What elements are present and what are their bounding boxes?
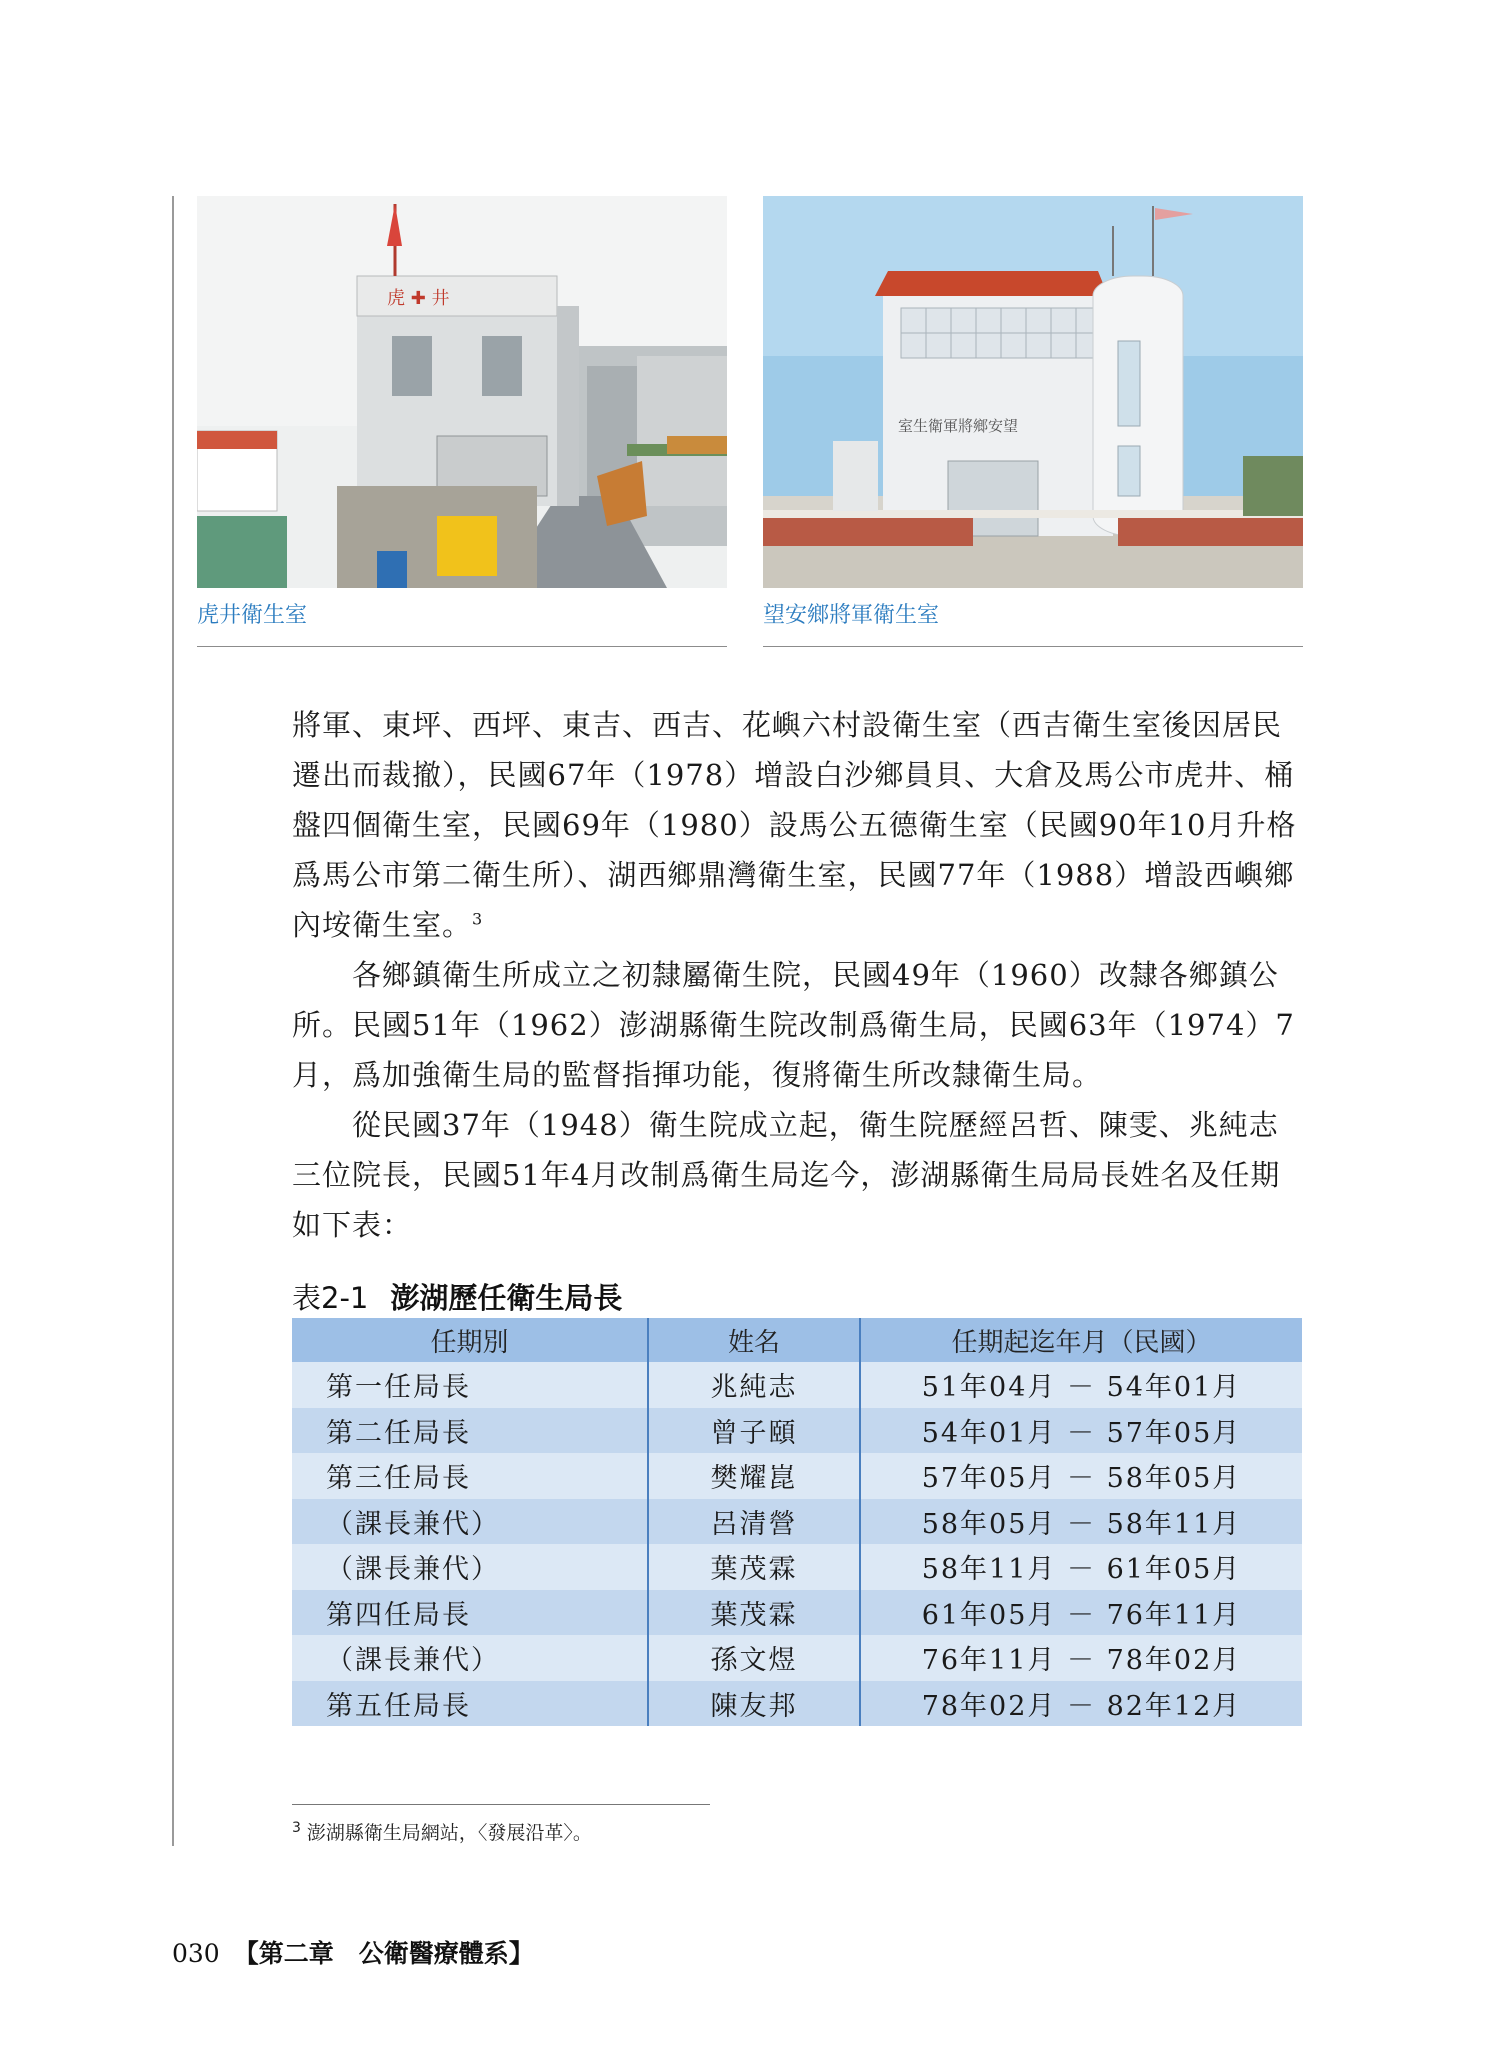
paragraph-2: 各鄉鎮衛生所成立之初隸屬衛生院，民國49年（1960）改隸各鄉鎮公所。民國51年（1962）澎湖縣衛生院改制爲衛生局，民國63年（1974）7月，爲加強衛生局的監督指揮功能，復將衛生所改隸衛生局。 <box>292 958 1295 1092</box>
cell-period: 57年05月 － 58年05月 <box>860 1453 1302 1499</box>
table-title-text: 澎湖歷任衛生局長 <box>390 1281 623 1315</box>
table-number: 表2-1 <box>292 1281 369 1315</box>
table-row <box>292 1453 1302 1499</box>
cell-period: 78年02月 － 82年12月 <box>860 1681 1302 1727</box>
caption-rule-left <box>197 646 727 647</box>
page-footer <box>172 1934 534 1970</box>
table-row <box>292 1362 1302 1408</box>
photo-caption-left: 虎井衛生室 <box>197 603 308 628</box>
cell-name: 曾子頤 <box>648 1408 860 1454</box>
cell-period: 61年05月 － 76年11月 <box>860 1590 1302 1636</box>
footnote-text: 澎湖縣衛生局網站，〈發展沿革〉。 <box>306 1822 592 1844</box>
footnote-rule <box>292 1804 710 1805</box>
paragraph-1 <box>292 700 1304 950</box>
cell-name: 呂清營 <box>648 1499 860 1545</box>
table-title <box>292 1276 622 1317</box>
page-number: 030 <box>172 1939 220 1968</box>
table-row <box>292 1499 1302 1545</box>
cell-name: 葉茂霖 <box>648 1590 860 1636</box>
cell-period: 76年11月 － 78年02月 <box>860 1635 1302 1681</box>
cell-name: 樊耀崑 <box>648 1453 860 1499</box>
cell-term: （課長兼代） <box>292 1499 648 1545</box>
table-row <box>292 1681 1302 1727</box>
table-row <box>292 1544 1302 1590</box>
header-term: 任期別 <box>292 1318 648 1362</box>
photo-hujing-health-station <box>197 196 727 588</box>
paragraph-3: 從民國37年（1948）衛生院成立起，衛生院歷經呂哲、陳雯、兆純志三位院長，民國51年4月改制爲衛生局迄今，澎湖縣衛生局局長姓名及任期如下表： <box>292 1108 1281 1242</box>
cell-term: 第二任局長 <box>292 1408 648 1454</box>
cell-period: 58年05月 － 58年11月 <box>860 1499 1302 1545</box>
margin-rule <box>172 196 174 1846</box>
header-name: 姓名 <box>648 1318 860 1362</box>
header-period: 任期起迄年月（民國） <box>860 1318 1302 1362</box>
table-row <box>292 1590 1302 1636</box>
photo-caption-right: 望安鄉將軍衛生室 <box>763 603 940 628</box>
table-header-row <box>292 1318 1302 1362</box>
cell-term: 第三任局長 <box>292 1453 648 1499</box>
chapter-title: 【第二章 公衛醫療體系】 <box>233 1939 534 1968</box>
officials-table <box>292 1318 1302 1726</box>
cell-term: 第一任局長 <box>292 1362 648 1408</box>
footnote-ref[interactable]: 3 <box>472 909 484 929</box>
cell-term: 第五任局長 <box>292 1681 648 1727</box>
sign-text-right: 室生衛軍將鄉安望 <box>898 417 1019 435</box>
footnote-number: 3 <box>292 1819 301 1836</box>
cell-term: （課長兼代） <box>292 1544 648 1590</box>
table-row <box>292 1408 1302 1454</box>
cell-period: 54年01月 － 57年05月 <box>860 1408 1302 1454</box>
cell-name: 孫文煜 <box>648 1635 860 1681</box>
cell-name: 陳友邦 <box>648 1681 860 1727</box>
cell-term: （課長兼代） <box>292 1635 648 1681</box>
sign-text-left: 虎 ✚ 井 <box>387 288 450 309</box>
paragraph-1-text: 將軍、東坪、西坪、東吉、西吉、花嶼六村設衛生室（西吉衛生室後因居民遷出而裁撤），民國67年（1978）增設白沙鄉員貝、大倉及馬公市虎井、桶盤四個衛生室，民國69年（1980）設馬公五德衛生室（民國90年10月升格爲馬公市第二衛生所）、湖西鄉鼎灣衛生室，民國77年（1988）增設西嶼鄉內垵衛生室。 <box>292 708 1297 942</box>
cell-period: 51年04月 － 54年01月 <box>860 1362 1302 1408</box>
cell-term: 第四任局長 <box>292 1590 648 1636</box>
body-text <box>292 700 1304 1250</box>
caption-rule-right <box>763 646 1303 647</box>
cell-name: 葉茂霖 <box>648 1544 860 1590</box>
table-row <box>292 1635 1302 1681</box>
cell-period: 58年11月 － 61年05月 <box>860 1544 1302 1590</box>
footnote <box>292 1818 592 1845</box>
photo-jiangjun-health-station <box>763 196 1303 588</box>
cell-name: 兆純志 <box>648 1362 860 1408</box>
